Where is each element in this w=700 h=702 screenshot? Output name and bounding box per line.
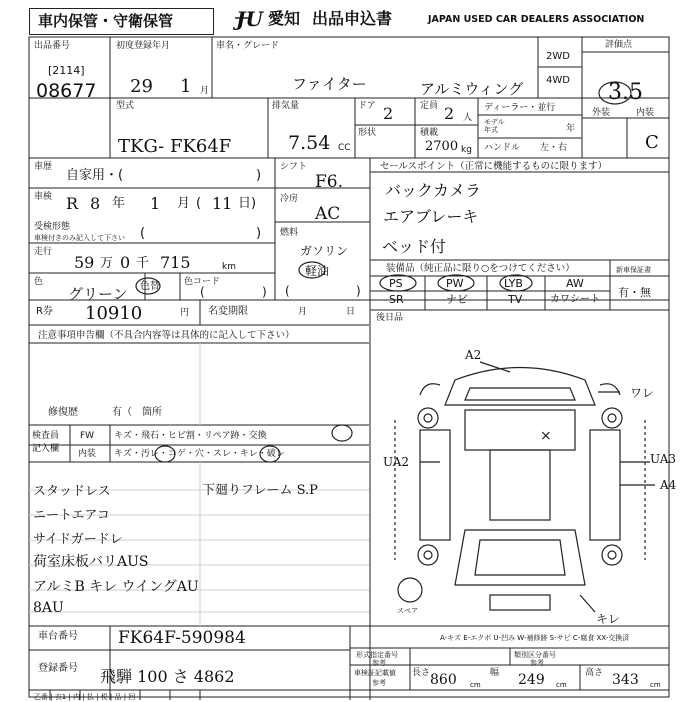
mileage-unit: km <box>222 262 236 272</box>
spec-number-sub: 参考 <box>372 659 386 667</box>
equip-navi: ナビ <box>446 293 468 306</box>
lot-bracket: [2114] <box>48 64 85 77</box>
history-label: 車歴 <box>34 162 53 172</box>
model-type: TKG- FK64F <box>118 136 232 157</box>
fuel-diesel: 軽油 <box>305 264 330 278</box>
chassis-label: 車台番号 <box>38 631 78 642</box>
interior-grade: C <box>645 132 659 153</box>
mark-a2-top: A2 <box>465 348 482 362</box>
inspection-year: 8 <box>90 194 101 213</box>
inspection-year-unit: 年 <box>112 196 126 211</box>
spec-number-label: 形式指定番号 <box>356 651 398 659</box>
note-line-3: サイドガードレ <box>33 532 123 547</box>
year-unit: 年 <box>566 124 576 134</box>
inspection-label: 車検 <box>34 192 53 202</box>
equip-tv: TV <box>508 293 523 306</box>
grading-label: 評価点 <box>605 40 633 50</box>
type-label: 型式 <box>116 101 135 111</box>
name-change-day: 日 <box>346 307 356 317</box>
note-line-2: ニートエアコ <box>33 508 110 523</box>
equip-lyb: LYB <box>504 277 523 290</box>
mileage-rest: 715 <box>160 253 191 272</box>
color-value: グリーン <box>68 285 128 303</box>
width-unit: cm <box>556 681 567 689</box>
int-label: 内装 <box>78 449 97 459</box>
note-right: 下廻りフレーム S.P <box>202 483 318 498</box>
aircon-value: AC <box>315 204 341 224</box>
fw-label: FW <box>80 431 95 441</box>
name-change-label: 名変期限 <box>208 306 248 317</box>
fuel-value: ガソリン <box>300 244 349 258</box>
equip-aw: AW <box>566 277 584 290</box>
received-paren: ( <box>140 226 146 241</box>
registration-month-unit: 月 <box>200 86 210 96</box>
fuel-paren-close: ) <box>356 284 361 298</box>
handle-label: ハンドル <box>484 143 521 153</box>
new-cert-label: 新車保証書 <box>616 266 651 274</box>
repair-close: 箇所 <box>142 407 162 418</box>
inspection-month-unit: 月 <box>177 196 191 211</box>
mark-kire: キレ <box>596 612 620 626</box>
remarks-label: 後日品 <box>376 313 404 323</box>
repair-value: 有（ <box>112 407 132 418</box>
dealer-label: ディーラー・並行 <box>484 103 556 113</box>
note-line-6: 8AU <box>33 600 64 616</box>
color-paren: ( <box>200 285 205 299</box>
color-label: 色 <box>34 277 44 287</box>
recycle-unit: 円 <box>180 308 190 318</box>
history-value: 自家用・( <box>66 168 124 183</box>
shift-label: シフト <box>280 162 308 172</box>
height-value: 343 <box>612 672 639 688</box>
displacement-unit: CC <box>338 143 351 153</box>
repair-label: 修復歴 <box>48 407 78 418</box>
height-label: 高さ <box>585 668 604 678</box>
lot-label: 出品番号 <box>34 41 71 51</box>
handle-options: 左・右 <box>540 143 568 153</box>
registration-label: 初度登録年月 <box>116 41 171 51</box>
fuel-label: 燃料 <box>280 228 299 238</box>
mileage-man-unit: 万 <box>100 256 114 271</box>
received-label: 受検形態 <box>34 222 71 232</box>
interior-label: 内装 <box>636 108 655 118</box>
load-label: 積載 <box>420 128 439 138</box>
selling-point-3: ベッド付 <box>382 237 447 256</box>
mileage-label: 走行 <box>34 247 53 257</box>
mileage-man: 59 <box>74 253 95 272</box>
model-year-label: モデル 年式 <box>484 118 505 134</box>
storage-label: 車内保管・守衛保管 <box>38 12 174 30</box>
inspection-era: R <box>66 194 79 213</box>
shift-value: F6. <box>315 172 344 192</box>
load-unit: kg <box>461 145 472 155</box>
bottom-row: 乙番 | 衣1 | 内 | 払 | 税 | 品 | 回 <box>34 693 136 701</box>
reg-number-label: 登録番号 <box>38 663 78 674</box>
received-close: ) <box>256 226 262 241</box>
form-title: 出品申込書 <box>312 9 393 28</box>
model-grade: アルミウィング <box>420 80 524 98</box>
mileage-sen: 0 <box>120 253 131 272</box>
color-change-label: 色替 <box>140 281 160 292</box>
width-value: 249 <box>518 672 545 688</box>
selling-point-1: バックカメラ <box>385 181 482 200</box>
height-unit: cm <box>650 681 661 689</box>
recycle-label: R券 <box>36 306 53 317</box>
reg-number-value: 飛騨 100 さ 4862 <box>100 667 235 686</box>
ju-logo: JU <box>236 7 263 31</box>
region-name: 愛知 <box>268 9 301 28</box>
width-label: 幅 <box>490 668 500 678</box>
spare-label: スペア <box>397 607 418 615</box>
mark-x: × <box>540 428 552 444</box>
recycle-value: 10910 <box>85 303 143 324</box>
inspection-day-close: 日) <box>238 196 257 211</box>
color-code-label: 色コード <box>184 277 221 287</box>
inspector-label: 検査員 記入欄 <box>32 431 60 454</box>
equip-ps: PS <box>389 277 403 290</box>
mark-ua3: UA3 <box>650 452 677 466</box>
note-line-1: スタッドレス <box>33 484 111 499</box>
notes-label: 注意事項申告欄（不具合内容等は具体的に記入して下さい） <box>38 330 295 341</box>
mark-ua2: UA2 <box>383 455 410 469</box>
grading-score: 3.5 <box>608 80 643 105</box>
drive-2wd: 2WD <box>546 51 570 62</box>
int-items: キズ・汚レ・コゲ・穴・スレ・キレ・破レ <box>114 449 285 459</box>
seats: 2 <box>444 104 455 123</box>
length-unit: cm <box>470 681 481 689</box>
color-paren-close: ) <box>262 285 267 299</box>
selling-points-label: セールスポイント（正常に機能するものに限ります） <box>380 161 608 172</box>
mileage-sen-unit: 千 <box>136 256 150 271</box>
fw-items: キズ・飛石・ヒビ割・リペア跡・交換 <box>114 431 267 441</box>
note-line-5: アルミB キレ ウイングAU <box>33 579 199 595</box>
equip-pw: PW <box>446 277 464 290</box>
displacement: 7.54 <box>288 132 331 154</box>
aircon-label: 冷房 <box>280 194 299 204</box>
seats-label: 定員 <box>420 101 439 111</box>
shape-label: 形状 <box>358 128 377 138</box>
registration-year: 29 <box>130 76 153 97</box>
inspection-month: 1 <box>150 194 161 213</box>
truck-diagram <box>395 362 655 612</box>
history-close: ) <box>256 168 262 183</box>
meta-label: 車検証記載値 <box>354 669 396 677</box>
model-name: ファイター <box>292 75 367 93</box>
association-name: JAPAN USED CAR DEALERS ASSOCIATION <box>428 14 645 25</box>
displacement-label: 排気量 <box>272 101 300 111</box>
seats-unit: 人 <box>463 113 473 123</box>
length-value: 860 <box>430 672 457 688</box>
model-label: 車名・グレード <box>216 41 280 51</box>
fuel-paren: ( <box>285 284 290 298</box>
load: 2700 <box>425 139 459 154</box>
equipment-label: 装備品（純正品に限り○をつけてください） <box>386 263 575 274</box>
registration-month: 1 <box>180 76 192 97</box>
doors: 2 <box>383 104 394 123</box>
inspection-day: 11 <box>212 194 233 213</box>
length-label: 長さ <box>412 668 431 678</box>
lot-number: 08677 <box>36 80 97 102</box>
class-number-label: 類別区分番号 <box>514 651 556 659</box>
name-change-month: 月 <box>298 307 308 317</box>
doors-label: ドア <box>358 101 376 111</box>
chassis-value: FK64F-590984 <box>118 628 246 648</box>
ref-label: 参考 <box>372 679 386 687</box>
new-cert-options: 有・無 <box>618 286 651 299</box>
equip-kawa-seat: カワシート <box>550 294 600 305</box>
drive-4wd: 4WD <box>546 75 570 86</box>
mark-wa: ワレ <box>630 386 655 400</box>
received-note: 車検付きのみ記入して下さい <box>34 234 125 242</box>
damage-legend: A-キズ E-エクボ U-凹み W-補修跡 S-サビ C-腐食 XX-交換済 <box>440 634 630 642</box>
note-line-4: 荷室床板バリAUS <box>33 554 149 570</box>
selling-point-2: エアブレーキ <box>383 207 479 226</box>
exterior-label: 外装 <box>592 108 611 118</box>
mark-a4: A4 <box>660 478 677 492</box>
inspection-day-open: ( <box>196 196 202 211</box>
class-number-sub: 参考 <box>530 659 544 667</box>
equip-sr: SR <box>389 293 404 306</box>
